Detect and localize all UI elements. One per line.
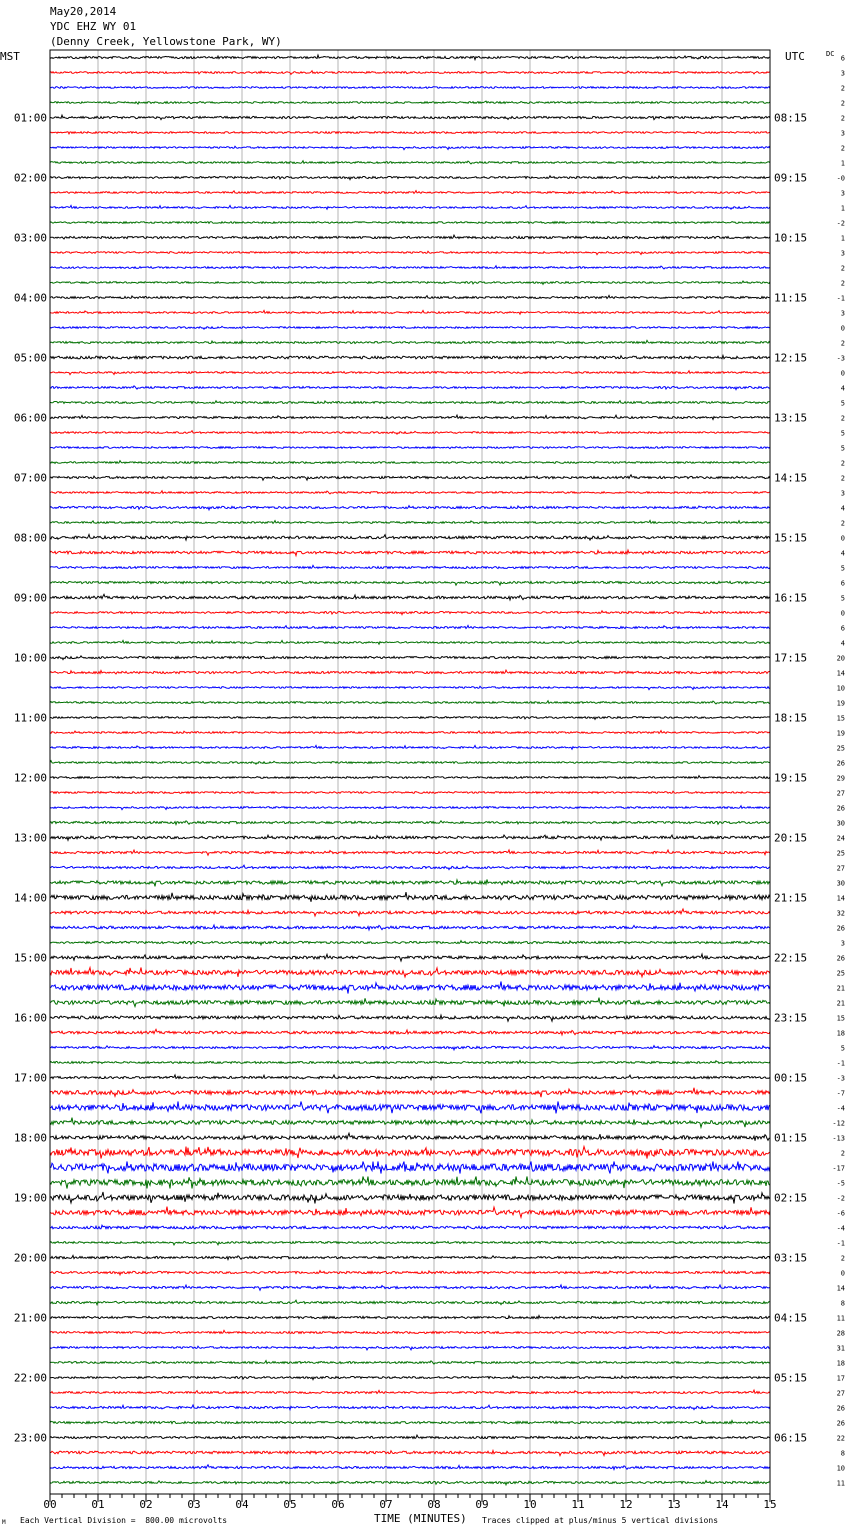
dc-offset-label: 30 <box>836 819 845 828</box>
mst-hour-label: 01:00 <box>13 111 47 125</box>
mst-hour-label: 03:00 <box>13 231 47 245</box>
dc-offset-label: 2 <box>840 414 845 423</box>
trace-line <box>50 656 770 660</box>
dc-offset-label: 5 <box>840 399 845 408</box>
trace-line <box>50 1451 770 1456</box>
trace-line <box>50 731 770 734</box>
dc-offset-label: 0 <box>840 369 845 378</box>
scale-note: Each Vertical Division = 800.00 microvolts <box>20 1516 228 1525</box>
mst-hour-label: 13:00 <box>13 831 47 845</box>
x-tick-label: 14 <box>715 1498 729 1511</box>
x-tick-label: 02 <box>139 1498 153 1511</box>
dc-offset-label: -2 <box>836 219 845 228</box>
utc-hour-label: 08:15 <box>774 111 808 125</box>
mst-hour-label: 08:00 <box>13 531 47 545</box>
x-tick-label: 11 <box>571 1498 585 1511</box>
x-tick-label: 06 <box>331 1498 345 1511</box>
utc-hour-label: 17:15 <box>774 651 808 665</box>
trace-line <box>50 776 770 779</box>
utc-hour-label: 12:15 <box>774 351 808 365</box>
trace-line <box>50 835 770 840</box>
dc-offset-label: 6 <box>840 579 845 588</box>
trace-line <box>50 1060 770 1063</box>
utc-hour-label: 15:15 <box>774 531 808 545</box>
seismic-traces <box>50 55 770 1485</box>
trace-line <box>50 806 770 810</box>
x-tick-label: 10 <box>523 1498 537 1511</box>
trace-line <box>50 1225 770 1229</box>
trace-line <box>50 745 770 749</box>
dc-offset-label: 2 <box>840 99 845 108</box>
trace-line <box>50 87 770 89</box>
trace-line <box>50 670 770 674</box>
dc-offset-label: 6 <box>840 624 845 633</box>
trace-line <box>50 281 770 284</box>
dc-offset-label: 18 <box>836 1029 845 1038</box>
trace-line <box>50 791 770 793</box>
mst-hour-label: 12:00 <box>13 771 47 785</box>
trace-line <box>50 761 770 765</box>
trace-line <box>50 520 770 523</box>
trace-line <box>50 176 770 180</box>
dc-offset-label: 27 <box>836 789 845 798</box>
mst-hour-label: 16:00 <box>13 1011 47 1025</box>
dc-offset-label: 19 <box>836 729 845 738</box>
trace-line <box>50 640 770 644</box>
dc-offset-label: -4 <box>836 1224 845 1233</box>
dc-offset-label: 2 <box>840 279 845 288</box>
trace-line <box>50 1207 770 1218</box>
dc-offset-label: 24 <box>836 834 845 843</box>
trace-line <box>50 1346 770 1350</box>
x-tick-label: 13 <box>667 1498 681 1511</box>
trace-line <box>50 625 770 628</box>
trace-line <box>50 1255 770 1259</box>
trace-line <box>50 1285 770 1290</box>
mst-hour-label: 14:00 <box>13 891 47 905</box>
dc-offset-label: 3 <box>840 309 845 318</box>
trace-line <box>50 1435 770 1439</box>
utc-hour-label: 03:15 <box>774 1251 808 1265</box>
utc-hour-label: 13:15 <box>774 411 808 425</box>
trace-line <box>50 954 770 961</box>
dc-offset-label: 11 <box>836 1479 845 1488</box>
trace-line <box>50 1361 770 1365</box>
dc-offset-label: 5 <box>840 564 845 573</box>
dc-offset-label: 3 <box>840 69 845 78</box>
trace-line <box>50 146 770 149</box>
dc-offset-label: 3 <box>840 939 845 948</box>
trace-line <box>50 415 770 419</box>
dc-offset-label: 25 <box>836 849 845 858</box>
trace-line <box>50 161 770 164</box>
utc-hour-label: 20:15 <box>774 831 808 845</box>
dc-offset-label: 2 <box>840 1149 845 1158</box>
dc-offset-label: 2 <box>840 474 845 483</box>
x-tick-label: 09 <box>475 1498 489 1511</box>
dc-offset-label: -3 <box>836 1074 845 1083</box>
dc-offset-label: 28 <box>836 1329 845 1338</box>
trace-line <box>50 701 770 704</box>
dc-offset-label: 32 <box>836 909 845 918</box>
mst-hour-label: 18:00 <box>13 1131 47 1145</box>
mst-hour-label: 21:00 <box>13 1311 47 1325</box>
dc-offset-label: 10 <box>836 684 845 693</box>
trace-line <box>50 1147 770 1159</box>
mst-hour-label: 20:00 <box>13 1251 47 1265</box>
trace-line <box>50 850 770 855</box>
trace-line <box>50 447 770 449</box>
trace-line <box>50 71 770 75</box>
trace-line <box>50 1421 770 1425</box>
dc-offset-label: 25 <box>836 969 845 978</box>
dc-offset-label: 14 <box>836 669 845 678</box>
x-tick-label: 12 <box>619 1498 633 1511</box>
dc-offset-label: 5 <box>840 594 845 603</box>
utc-hour-label: 23:15 <box>774 1011 808 1025</box>
dc-offset-label: 22 <box>836 1434 845 1443</box>
dc-offset-label: 2 <box>840 84 845 93</box>
trace-line <box>50 491 770 494</box>
trace-line <box>50 1405 770 1410</box>
trace-line <box>50 550 770 556</box>
trace-line <box>50 581 770 585</box>
corner-mark: M <box>2 1519 6 1526</box>
plot-date: May20,2014 <box>50 5 117 18</box>
dc-offset-label: 30 <box>836 879 845 888</box>
dc-offset-label: 4 <box>840 549 845 558</box>
dc-offset-label: 8 <box>840 1449 845 1458</box>
mst-hour-label: 05:00 <box>13 351 47 365</box>
trace-line <box>50 1015 770 1021</box>
trace-line <box>50 356 770 359</box>
mst-hour-label: 17:00 <box>13 1071 47 1085</box>
trace-line <box>50 475 770 480</box>
mst-hour-label: 06:00 <box>13 411 47 425</box>
dc-offset-label: 17 <box>836 1374 845 1383</box>
dc-offset-label: 21 <box>836 984 845 993</box>
trace-line <box>50 1376 770 1380</box>
dc-offset-label: 26 <box>836 804 845 813</box>
dc-offset-label: -1 <box>836 1239 845 1248</box>
utc-hour-label: 05:15 <box>774 1371 808 1385</box>
dc-offset-label: 4 <box>840 639 845 648</box>
dc-offset-label: 3 <box>840 129 845 138</box>
utc-hour-label: 11:15 <box>774 291 808 305</box>
trace-line <box>50 880 770 887</box>
dc-offset-label: 26 <box>836 1404 845 1413</box>
clipping-note: Traces clipped at plus/minus 5 vertical divisions <box>482 1516 719 1525</box>
dc-offset-label: 15 <box>836 1014 845 1023</box>
dc-offset-label: 26 <box>836 924 845 933</box>
dc-offset-label: 3 <box>840 489 845 498</box>
x-tick-label: 01 <box>91 1498 105 1511</box>
dc-offset-label: 2 <box>840 519 845 528</box>
dc-offset-label: 6 <box>840 54 845 63</box>
right-timezone: UTC <box>785 50 805 63</box>
dc-offset-label: 18 <box>836 1359 845 1368</box>
trace-line <box>50 1330 770 1333</box>
trace-line <box>50 1029 770 1035</box>
utc-hour-label: 06:15 <box>774 1431 808 1445</box>
trace-line <box>50 982 770 994</box>
trace-line <box>50 1102 770 1114</box>
dc-offset-label: 2 <box>840 459 845 468</box>
dc-offset-label: 19 <box>836 699 845 708</box>
dc-offset-label: 27 <box>836 864 845 873</box>
trace-line <box>50 101 770 104</box>
dc-offset-label: -12 <box>832 1119 845 1128</box>
x-axis-title: TIME (MINUTES) <box>374 1512 467 1525</box>
trace-line <box>50 295 770 298</box>
trace-line <box>50 1133 770 1141</box>
dc-offset-label: 26 <box>836 1419 845 1428</box>
trace-line <box>50 717 770 720</box>
dc-offset-label: 3 <box>840 249 845 258</box>
trace-line <box>50 326 770 329</box>
left-timezone: MST <box>0 50 20 63</box>
trace-line <box>50 251 770 254</box>
trace-line <box>50 998 770 1007</box>
dc-offset-label: 0 <box>840 534 845 543</box>
trace-line <box>50 1390 770 1393</box>
dc-offset-label: 11 <box>836 1314 845 1323</box>
trace-line <box>50 1162 770 1174</box>
x-tick-label: 08 <box>427 1498 441 1511</box>
dc-offset-label: 1 <box>840 234 845 243</box>
dc-header: DC <box>826 50 835 58</box>
trace-line <box>50 235 770 239</box>
mst-hour-label: 19:00 <box>13 1191 47 1205</box>
x-tick-label: 00 <box>43 1498 57 1511</box>
trace-line <box>50 205 770 209</box>
trace-line <box>50 115 770 120</box>
utc-hour-label: 14:15 <box>774 471 808 485</box>
trace-line <box>50 1242 770 1245</box>
utc-hour-label: 04:15 <box>774 1311 808 1325</box>
dc-offset-label: -17 <box>832 1164 845 1173</box>
dc-offset-label: 14 <box>836 894 845 903</box>
trace-line <box>50 461 770 464</box>
dc-offset-label: -1 <box>836 1059 845 1068</box>
dc-offset-label: 14 <box>836 1284 845 1293</box>
dc-offset-label: 1 <box>840 204 845 213</box>
dc-offset-label: 3 <box>840 189 845 198</box>
dc-offset-label: 4 <box>840 504 845 513</box>
trace-line <box>50 925 770 930</box>
dc-offset-label: 21 <box>836 999 845 1008</box>
trace-line <box>50 386 770 390</box>
dc-offset-label: -1 <box>836 294 845 303</box>
trace-line <box>50 1046 770 1050</box>
dc-offset-label: 26 <box>836 954 845 963</box>
trace-line <box>50 1192 770 1204</box>
trace-line <box>50 892 770 902</box>
utc-hour-label: 09:15 <box>774 171 808 185</box>
dc-offset-label: -6 <box>836 1209 845 1218</box>
mst-hour-label: 02:00 <box>13 171 47 185</box>
trace-line <box>50 55 770 60</box>
trace-line <box>50 1075 770 1080</box>
dc-offset-label: -13 <box>832 1134 845 1143</box>
dc-offset-label: 2 <box>840 114 845 123</box>
dc-offset-label: 0 <box>840 609 845 618</box>
mst-hour-label: 22:00 <box>13 1371 47 1385</box>
dc-offset-label: 2 <box>840 339 845 348</box>
trace-line <box>50 401 770 404</box>
trace-line <box>50 821 770 825</box>
dc-offset-label: 27 <box>836 1389 845 1398</box>
trace-line <box>50 266 770 269</box>
trace-line <box>50 1316 770 1320</box>
mst-hour-label: 04:00 <box>13 291 47 305</box>
dc-offset-label: 20 <box>836 654 845 663</box>
dc-offset-label: 2 <box>840 264 845 273</box>
station-code: YDC EHZ WY 01 <box>50 20 137 33</box>
dc-offset-label: 5 <box>840 1044 845 1053</box>
trace-line <box>50 968 770 978</box>
dc-offset-label: 1 <box>840 159 845 168</box>
trace-line <box>50 594 770 600</box>
trace-line <box>50 340 770 343</box>
utc-hour-label: 21:15 <box>774 891 808 905</box>
trace-line <box>50 1481 770 1485</box>
utc-hour-label: 01:15 <box>774 1131 808 1145</box>
dc-offset-label: 2 <box>840 1254 845 1263</box>
utc-hour-label: 10:15 <box>774 231 808 245</box>
trace-line <box>50 1300 770 1305</box>
dc-offset-label: 2 <box>840 144 845 153</box>
utc-hour-label: 00:15 <box>774 1071 808 1085</box>
trace-line <box>50 909 770 916</box>
x-tick-label: 15 <box>763 1498 777 1511</box>
dc-offset-label: 15 <box>836 714 845 723</box>
x-tick-label: 05 <box>283 1498 297 1511</box>
trace-line <box>50 1118 770 1128</box>
dc-offset-label: -2 <box>836 1194 845 1203</box>
dc-offset-label: -4 <box>836 1104 845 1113</box>
axis-labels <box>14 55 845 1512</box>
x-tick-label: 07 <box>379 1498 393 1511</box>
dc-offset-label: 8 <box>840 1299 845 1308</box>
dc-offset-label: -7 <box>836 1089 845 1098</box>
trace-line <box>50 535 770 541</box>
dc-offset-label: 26 <box>836 759 845 768</box>
trace-line <box>50 222 770 224</box>
trace-line <box>50 686 770 689</box>
trace-line <box>50 371 770 375</box>
trace-line <box>50 506 770 510</box>
trace-line <box>50 611 770 615</box>
station-location: (Denny Creek, Yellowstone Park, WY) <box>50 35 282 48</box>
trace-line <box>50 431 770 435</box>
dc-offset-label: 4 <box>840 384 845 393</box>
x-tick-label: 04 <box>235 1498 249 1511</box>
dc-offset-label: 25 <box>836 744 845 753</box>
trace-line <box>50 1465 770 1470</box>
mst-hour-label: 15:00 <box>13 951 47 965</box>
x-tick-label: 03 <box>187 1498 201 1511</box>
dc-offset-label: 10 <box>836 1464 845 1473</box>
trace-line <box>50 191 770 194</box>
utc-hour-label: 18:15 <box>774 711 808 725</box>
mst-hour-label: 07:00 <box>13 471 47 485</box>
trace-line <box>50 1177 770 1189</box>
dc-offset-label: 5 <box>840 444 845 453</box>
utc-hour-label: 16:15 <box>774 591 808 605</box>
trace-line <box>50 132 770 134</box>
mst-hour-label: 10:00 <box>13 651 47 665</box>
trace-line <box>50 1271 770 1275</box>
utc-hour-label: 02:15 <box>774 1191 808 1205</box>
trace-line <box>50 1088 770 1098</box>
mst-hour-label: 09:00 <box>13 591 47 605</box>
dc-offset-label: 5 <box>840 429 845 438</box>
utc-hour-label: 22:15 <box>774 951 808 965</box>
trace-line <box>50 310 770 314</box>
dc-offset-label: -0 <box>836 174 845 183</box>
trace-line <box>50 565 770 568</box>
mst-hour-label: 11:00 <box>13 711 47 725</box>
dc-offset-label: -3 <box>836 354 845 363</box>
dc-offset-label: 0 <box>840 1269 845 1278</box>
dc-offset-label: 0 <box>840 324 845 333</box>
mst-hour-label: 23:00 <box>13 1431 47 1445</box>
trace-line <box>50 865 770 869</box>
dc-offset-label: 29 <box>836 774 845 783</box>
trace-line <box>50 941 770 945</box>
dc-offset-label: 31 <box>836 1344 845 1353</box>
utc-hour-label: 19:15 <box>774 771 808 785</box>
dc-offset-label: -5 <box>836 1179 845 1188</box>
